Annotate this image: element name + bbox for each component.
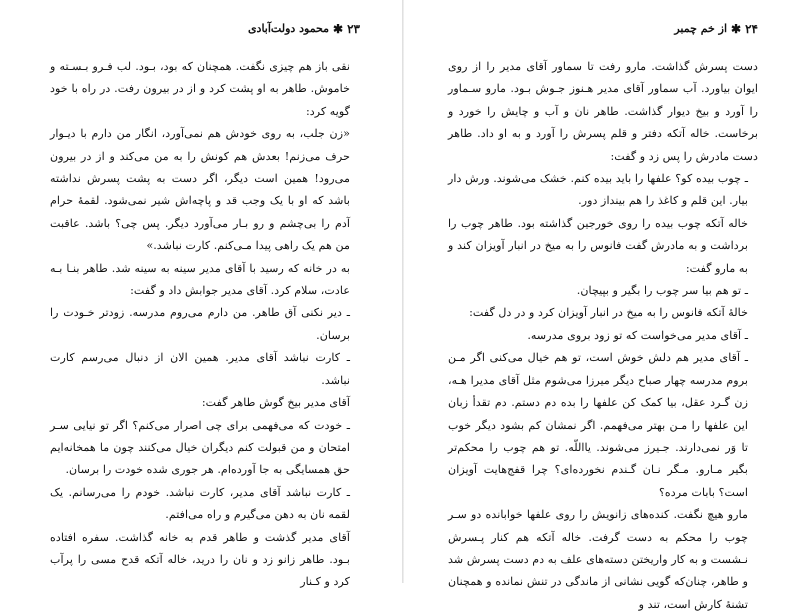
paragraph: آقای مدیر بیخ گوش طاهر گفت:: [201, 396, 350, 410]
paragraph: ـ چوب بیده کو؟ علفها را باید بیده کنم. خشک می‌شوند. ورش دار بیار. این قلم و کاغذ را هم بینداز دور.: [448, 172, 748, 208]
paragraph: ـ تو هم بیا سر چوب را بگیر و بپیچان.: [576, 284, 748, 298]
star-icon: ✱: [333, 22, 344, 36]
right-page-body: [448, 56, 758, 616]
paragraph: مارو هیچ نگفت. کنده‌های زانویش را روی علفها خوابانده دو سـر چوب را محکم به دست گرفت. خاله آتکه هم کنار پـسرش نـشست و به کار واریختن دسته‌های علف به دم دست پسرش شد و طاهر، چنان‌که گویی نشانی از ماندگی در تنش نمانده و همچنان تشنهٔ کارش است، تند و: [448, 508, 748, 611]
paragraph: ـ کارت نباشد آقای مدیر، کارت نباشد. خودم را می‌رسانم. یک لقمه نان به دهن می‌گیرم و راه می‌افتم.: [50, 485, 350, 522]
left-page-body: [50, 56, 360, 594]
paragraph: به در خانه که رسید با آقای مدیر سینه به سینه شد. طاهر بنـا بـه عادت، سلام کرد. آقای مدیر جوابش داد و گفت:: [50, 261, 350, 298]
paragraph: ـ آقای مدیر می‌خواست که تو زود بروی مدرسه.: [527, 328, 748, 342]
left-running-title: محمود دولت‌آبادی: [247, 22, 330, 35]
left-page-number: ۲۳: [347, 22, 360, 36]
paragraph: ـ آقای مدیر هم دلش خوش است، تو هم خیال می‌کنی اگر مـن بروم مدرسه چهار صباح دیگر میرزا می‌شوم مثل آقای مدیرا هـه، زن گـرد عقل، بیا کمک کن علفها را بده دم دستم. دم تقدأ زبان این علفها را مـن بهتر می‌فهمم. اگر نمشان کم بشود دیگر خوب تا وَر نمی‌دارند. جـیرز می‌شوند. یااللّه. تو هم چوب را محکم‌تر بگیر مـارو. مـگر نـان گـندم نخورده‌ای؟ چرا قفج‌هایت آویزان است؟ بابات مرده؟: [448, 351, 748, 499]
right-page-header: [448, 22, 758, 36]
paragraph: خاله آتکه چوب بیده را روی خورجین گذاشته بود. طاهر چوب را برداشت و به مادرش گفت فانوس را به میخ در انبار آویزان کند و به مارو گفت:: [448, 216, 748, 275]
paragraph: ـ دیر نکنی آق طاهر. من دارم می‌روم مدرسه. زودتر خـودت را برسان.: [50, 306, 350, 342]
paragraph: ـ خودت که می‌فهمی برای چی اصرار می‌کنم؟ اگر تو نیایی سـر امتحان و من قبولت کنم دیگران خیال می‌کنند چون ما همخانه‌ایم حق همسایگی به جا آورده‌ام. هر جوری شده خودت را برسان.: [50, 418, 350, 477]
paragraph: آقای مدیر گذشت و طاهر قدم به خانه گذاشت. سفره افتاده بـود. طاهر زانو زد و نان را درید، خاله آتکه قدح مسی را پرآب کرد و کـنار: [50, 530, 350, 589]
right-running-title: از خم چمبر: [674, 22, 728, 35]
right-page-number: ۲۴: [745, 22, 758, 36]
paragraph: ـ کارت نباشد آقای مدیر. همین الان از دنبال می‌رسم کارت نباشد.: [50, 351, 350, 387]
paragraph: دست پسرش گذاشت. مارو رفت تا سماور آقای مدیر را از روی ایوان بیاورد. آب سماور آقای مدیر هـنوز جـوش بـود. مارو سـماور را آورد و بیخ دیوار گذاشت. طاهر نان و آب و چایش را خورد و برخاست. خاله آتکه دفتر و قلم پسرش را آورد و به او داد. طاهر دست مادرش را پس زد و گفت:: [448, 60, 758, 163]
star-icon: ✱: [731, 22, 742, 36]
right-page: [404, 0, 808, 611]
left-page-header: [50, 22, 360, 36]
paragraph: خالهٔ آتکه فانوس را به میخ در انبار آویزان کرد و در دل گفت:: [469, 306, 748, 320]
left-page: [0, 0, 404, 589]
paragraph: «زن جلب، به روی خودش هم نمی‌آورد، انگار من دارم با دیـوار حرف می‌زنم! بعدش هم کونش را به من می‌کند و از در بیرون می‌رود! همین است دیگر، اگر دست به پشت پسرش نداشته باشد که او با یک وجب قد و پاچه‌اش شیر نمی‌شود. لقمهٔ حرام آدم را بی‌چشم و رو بـار می‌آورد دیگر. پس چی؟ باشد. عاقبت من هم یک راهی پیدا مـی‌کنم. کارت نباشد.»: [50, 127, 350, 253]
paragraph: نقی باز هم چیزی نگفت. همچنان که بود، بـود. لب فـرو بـسـته و خاموش. طاهر به او پشت کرد و از در بیرون رفت. در راه با خود گویه کرد:: [50, 60, 350, 118]
